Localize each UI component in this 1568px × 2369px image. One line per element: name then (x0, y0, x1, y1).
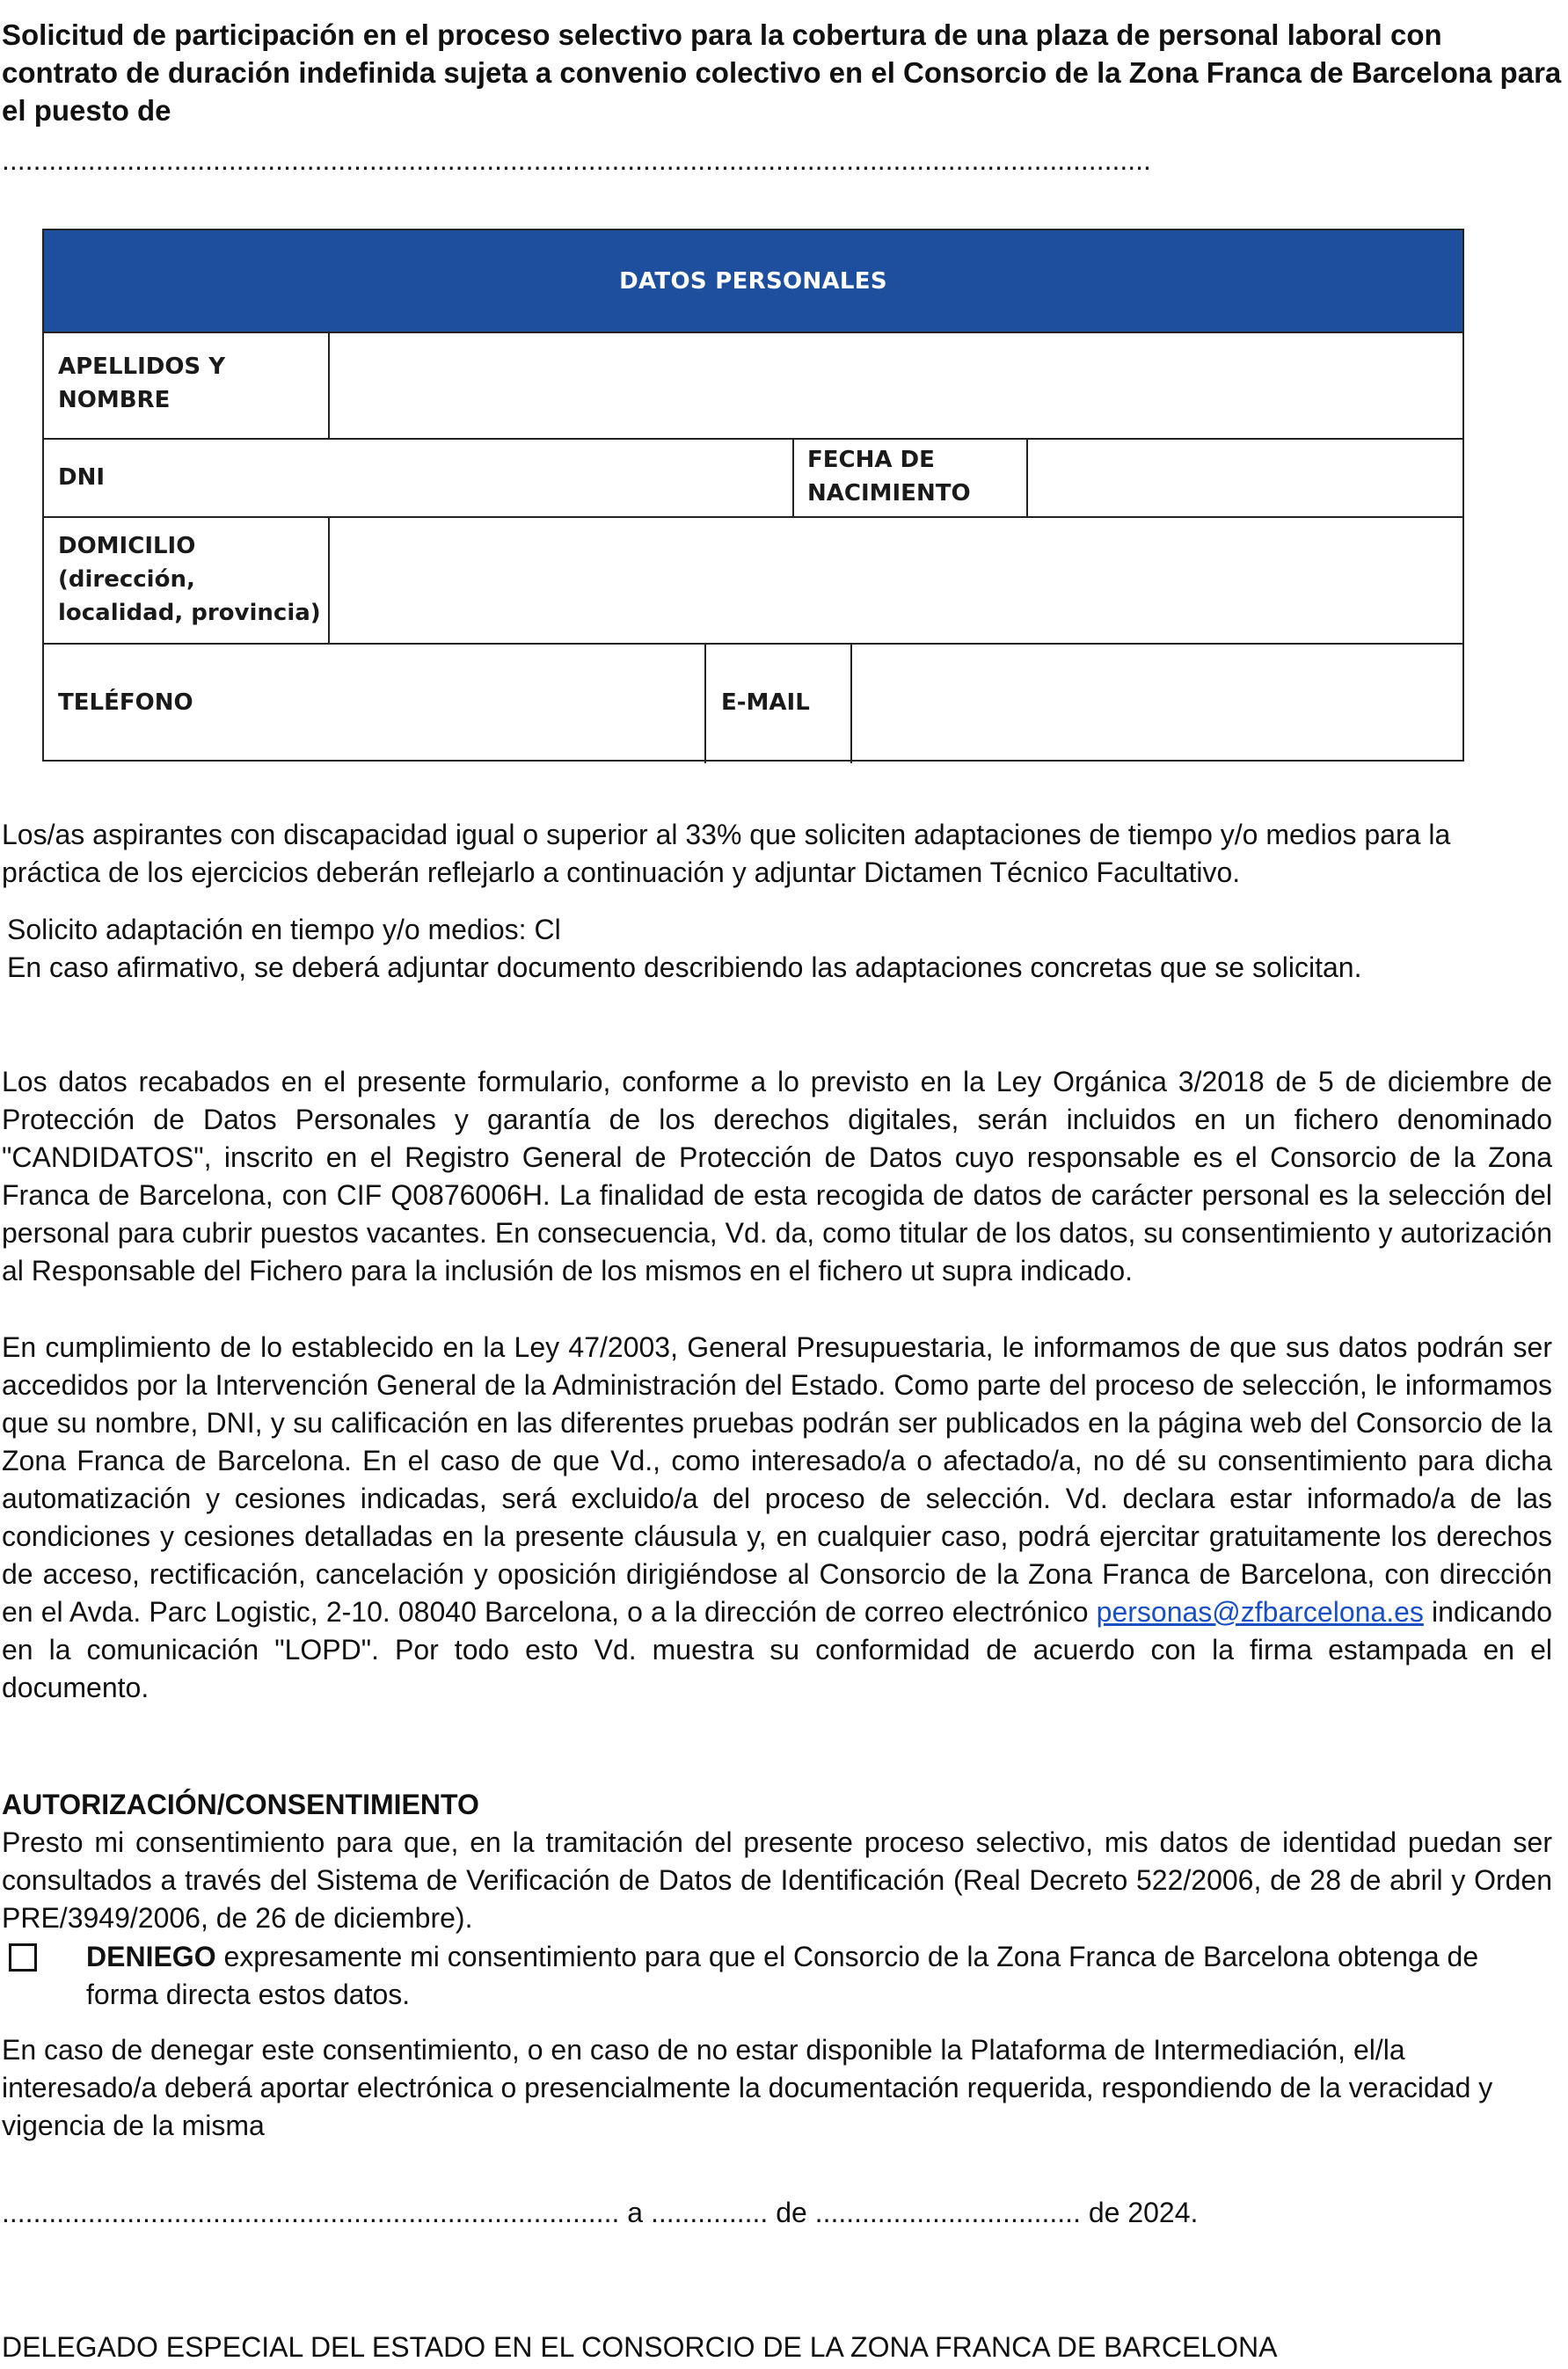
discapacidad-intro: Los/as aspirantes con discapacidad igual o superior al 33% que soliciten adaptaciones de tiempo y/o medios para la práctica de los ejercicios deberán reflejarlo a continuación y adjuntar Dictamen Técnico Facultativo. (2, 819, 1451, 888)
paragraph-2-text: En cumplimiento de lo establecido en la Ley 47/2003, General Presupuestaria, le informamos de que sus datos podrán ser accedidos por la Intervención General de la Administración del Estado. Como parte del proceso de selección, le informamos que su nombre, DNI, y su calificación en las diferentes pruebas podrán ser publicados en la página web del Consorcio de la Zona Franca de Barcelona. En el caso de que Vd., como interesado/a o afectado/a, no dé su consentimiento para dicha automatización y cesiones indicadas, será excluido/a del proceso de selección. Vd. declara estar informado/a de las condiciones y cesiones detalladas en la presente cláusula y, en cualquier caso, podrá ejercitar gratuitamente los derechos de acceso, rectificación, cancelación y oposición dirigiéndose al Consorcio de la Zona Franca de Barcelona, con dirección en el Avda. Parc Logistic, 2-10. 08040 Barcelona, o a la dirección de correo electrónico (2, 1331, 1552, 1628)
datos-personales-form (42, 229, 1464, 762)
column-divider (328, 332, 330, 438)
label-dni: DNI (58, 464, 106, 491)
deniego-bold: DENIEGO (86, 1941, 216, 1972)
autorizacion-heading: AUTORIZACIÓN/CONSENTIMIENTO (2, 1789, 479, 1820)
row-divider (44, 643, 1462, 645)
row-divider (44, 516, 1462, 518)
denegar-consentimiento-text: En caso de denegar este consentimiento, o en caso de no estar disponible la Plataforma de Intermediación, el/la interesado/a deberá aportar electrónica o presencialmente la documentación requerida, respondiendo de la veracidad y vigencia de la misma (2, 2034, 1493, 2141)
deniego-text: expresamente mi consentimiento para que el Consorcio de la Zona Franca de Barcelona obtenga de forma directa estos datos. (86, 1941, 1479, 2010)
row-divider (44, 332, 1462, 333)
puesto-blank-line[interactable]: ................................................................................................................................................... (2, 144, 1151, 176)
label-fecha-nacimiento: FECHA DE NACIMIENTO (807, 447, 971, 507)
form-header: DATOS PERSONALES (44, 230, 1462, 332)
lugar-fecha-line[interactable]: ............................................................................... a ............... de .................................. de 2024. (2, 2197, 1199, 2228)
column-divider (850, 643, 852, 763)
column-divider (704, 643, 706, 763)
deniego-label (86, 1938, 1553, 2014)
label-domicilio: DOMICILIO (dirección, localidad, provincia) (58, 533, 321, 626)
email-link[interactable]: personas@zfbarcelona.es (1096, 1596, 1424, 1628)
label-telefono: TELÉFONO (58, 689, 193, 716)
page-title: Solicitud de participación en el proceso selectivo para la cobertura de una plaza de personal laboral con contrato de duración indefinida sujeta a convenio colectivo en el Consorcio de la Zona Franca de Barcelona para el puesto de (2, 18, 1562, 127)
row-divider (44, 438, 1462, 440)
proteccion-datos-paragraph-1: Los datos recabados en el presente formulario, conforme a lo previsto en la Ley Orgánica 3/2018 de 5 de diciembre de Protección de Datos Personales y garantía de los derechos digitales, serán incluidos en un fichero denominado "CANDIDATOS", inscrito en el Registro General de Protección de Datos cuyo responsable es el Consorcio de la Zona Franca de Barcelona, con CIF Q0876006H. La finalidad de esta recogida de datos de carácter personal es la selección del personal para cubrir puestos vacantes. En consecuencia, Vd. da, como titular de los datos, su consentimiento y autorización al Responsable del Fichero para la inclusión de los mismos en el fichero ut supra indicado. (2, 1066, 1552, 1287)
solicito-adaptacion[interactable]: Solicito adaptación en tiempo y/o medios: Cl (7, 914, 561, 945)
paragraph-2-text-end: indicando en la comunicación "LOPD". Por todo esto Vd. muestra su conformidad de acuerdo con la firma estampada en el documento. (2, 1596, 1553, 1703)
column-divider (328, 516, 330, 643)
proteccion-datos-paragraph-2 (2, 1329, 1552, 1707)
adaptacion-afirmativo-note: En caso afirmativo, se deberá adjuntar documento describiendo las adaptaciones concretas que se solicitan. (7, 951, 1362, 983)
label-apellidos-nombre: APELLIDOS Y NOMBRE (58, 354, 226, 413)
footer-delegado: DELEGADO ESPECIAL DEL ESTADO EN EL CONSORCIO DE LA ZONA FRANCA DE BARCELONA (2, 2331, 1278, 2363)
label-email: E-MAIL (721, 689, 810, 716)
column-divider (792, 438, 794, 516)
deniego-checkbox[interactable] (9, 1943, 37, 1972)
deniego-option (9, 1938, 1557, 2017)
autorizacion-text: Presto mi consentimiento para que, en la tramitación del presente proceso selectivo, mis datos de identidad puedan ser consultados a través del Sistema de Verificación de Datos de Identificación (Real Decreto 522/2006, de 28 de abril y Orden PRE/3949/2006, de 26 de diciembre). (2, 1826, 1552, 1934)
column-divider (1026, 438, 1028, 516)
